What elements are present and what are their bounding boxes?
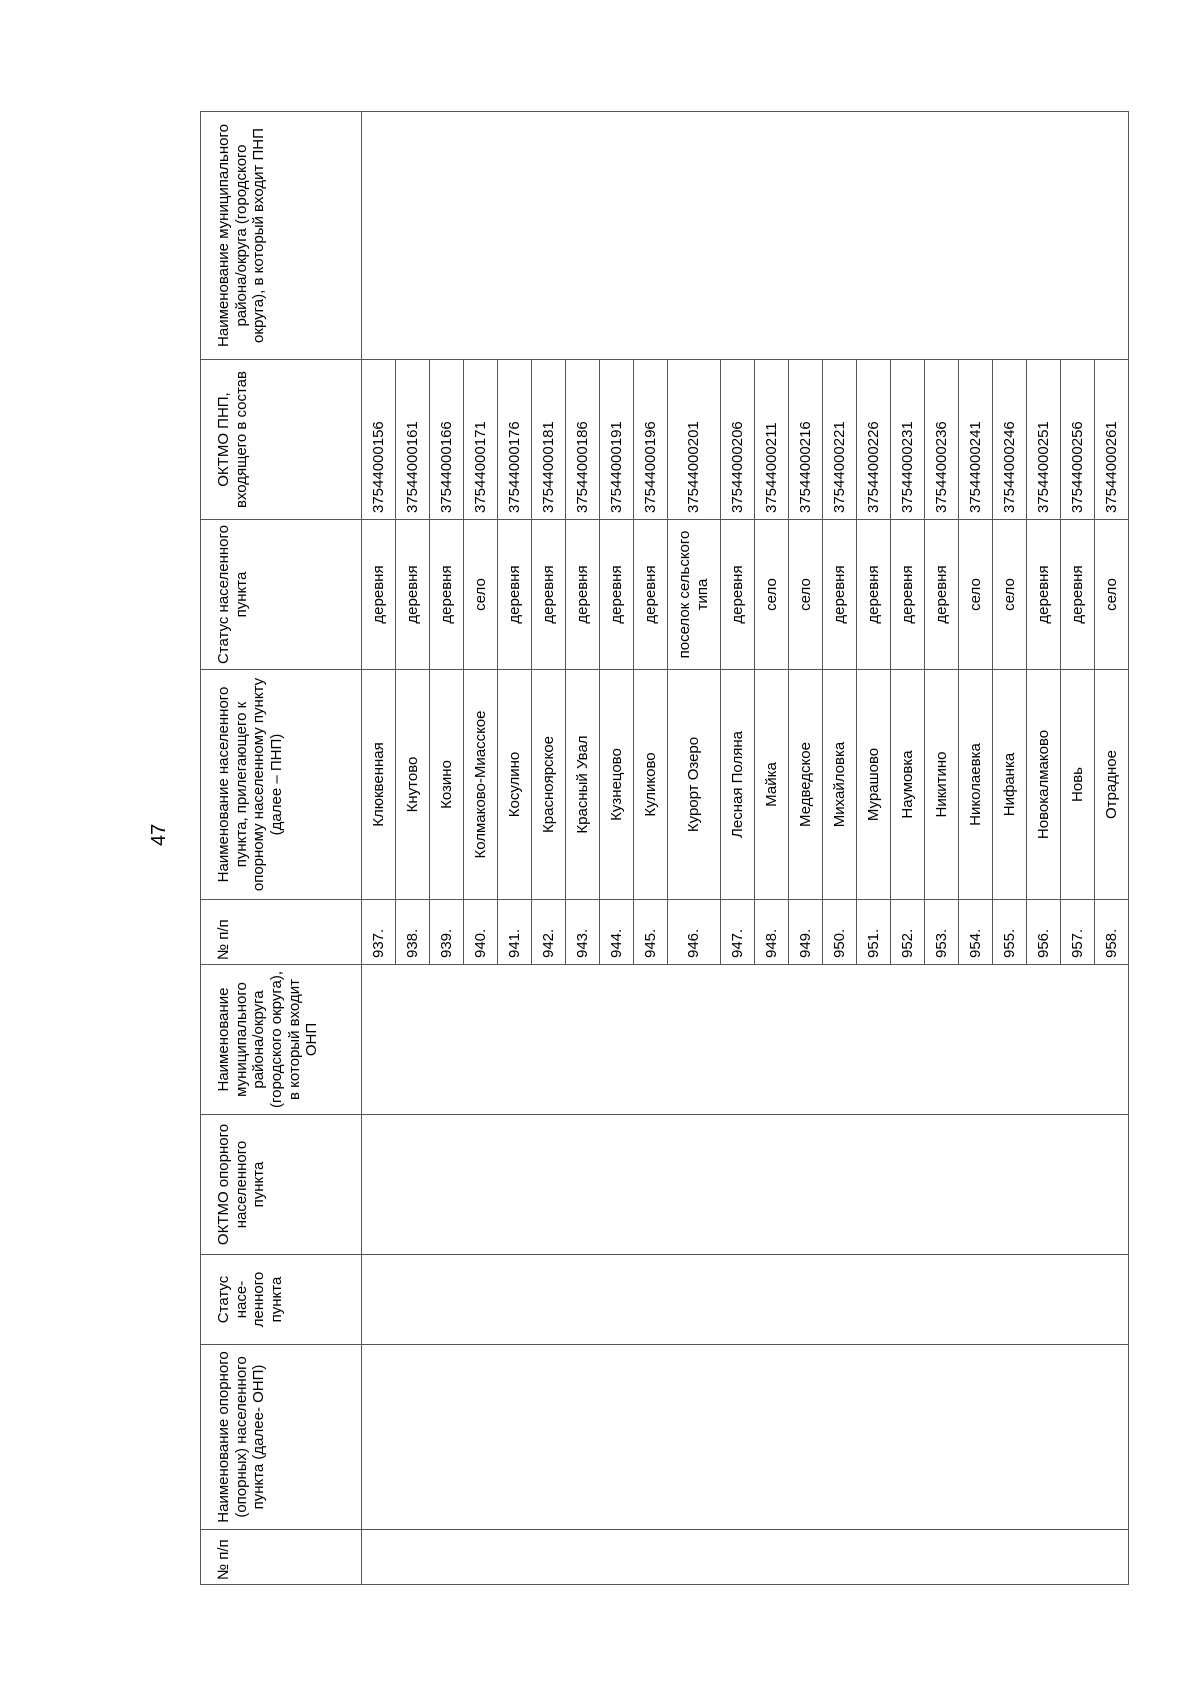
row-number: 952.: [891, 900, 925, 965]
row-oktmo: 37544000161: [396, 360, 430, 520]
row-status: деревня: [1061, 520, 1095, 670]
row-status: село: [993, 520, 1027, 670]
row-name: Майка: [755, 670, 789, 900]
onp-district-cell: [362, 965, 1129, 1115]
row-status: деревня: [532, 520, 566, 670]
row-number: 938.: [396, 900, 430, 965]
header-pnp-oktmo: ОКТМО ПНП, входящего в состав: [201, 360, 362, 520]
table-rotated-container: [200, 112, 1125, 1585]
header-onp-number: № п/п: [201, 1530, 362, 1585]
row-name: Наумовка: [891, 670, 925, 900]
row-status: деревня: [823, 520, 857, 670]
row-name: Никитино: [925, 670, 959, 900]
table-header-row: [201, 112, 362, 1585]
row-name: Отрадное: [1095, 670, 1129, 900]
row-status: деревня: [925, 520, 959, 670]
row-oktmo: 37544000201: [668, 360, 721, 520]
row-status: село: [1095, 520, 1129, 670]
row-status: деревня: [362, 520, 396, 670]
row-number: 958.: [1095, 900, 1129, 965]
row-number: 937.: [362, 900, 396, 965]
row-name: Лесная Поляна: [721, 670, 755, 900]
row-status: деревня: [857, 520, 891, 670]
row-oktmo: 37544000176: [498, 360, 532, 520]
row-name: Клюквенная: [362, 670, 396, 900]
row-name: Колмаково-Миасское: [464, 670, 498, 900]
row-name: Козино: [430, 670, 464, 900]
row-status: деревня: [430, 520, 464, 670]
row-status: село: [464, 520, 498, 670]
row-name: Красноярское: [532, 670, 566, 900]
row-oktmo: 37544000171: [464, 360, 498, 520]
row-oktmo: 37544000256: [1061, 360, 1095, 520]
row-oktmo: 37544000231: [891, 360, 925, 520]
row-name: Мурашово: [857, 670, 891, 900]
row-number: 943.: [566, 900, 600, 965]
row-number: 951.: [857, 900, 891, 965]
row-status: деревня: [396, 520, 430, 670]
table-row: [362, 112, 396, 1585]
row-oktmo: 37544000206: [721, 360, 755, 520]
row-number: 939.: [430, 900, 464, 965]
row-oktmo: 37544000181: [532, 360, 566, 520]
row-name: Кнутово: [396, 670, 430, 900]
header-onp-status: Статус насе- ленного пункта: [201, 1255, 362, 1345]
row-name: Медведское: [789, 670, 823, 900]
settlements-table: [200, 111, 1129, 1585]
row-oktmo: 37544000246: [993, 360, 1027, 520]
row-number: 941.: [498, 900, 532, 965]
row-oktmo: 37544000221: [823, 360, 857, 520]
row-oktmo: 37544000186: [566, 360, 600, 520]
row-name: Новокалмаково: [1027, 670, 1061, 900]
row-oktmo: 37544000236: [925, 360, 959, 520]
page-number: 47: [148, 823, 170, 846]
row-oktmo: 37544000166: [430, 360, 464, 520]
row-oktmo: 37544000196: [634, 360, 668, 520]
pnp-district-cell: [362, 112, 1129, 360]
row-oktmo: 37544000211: [755, 360, 789, 520]
row-number: 940.: [464, 900, 498, 965]
header-pnp-status: Статус населенного пункта: [201, 520, 362, 670]
header-onp-name: Наименование опорного (опорных) населенного пункта (далее- ОНП): [201, 1345, 362, 1530]
row-status: село: [755, 520, 789, 670]
row-name: Косулино: [498, 670, 532, 900]
row-status: деревня: [891, 520, 925, 670]
row-status: деревня: [721, 520, 755, 670]
row-status: деревня: [1027, 520, 1061, 670]
row-number: 947.: [721, 900, 755, 965]
row-number: 950.: [823, 900, 857, 965]
row-status: деревня: [634, 520, 668, 670]
row-number: 955.: [993, 900, 1027, 965]
row-number: 948.: [755, 900, 789, 965]
row-status: поселок сельского типа: [668, 520, 721, 670]
onp-status-cell: [362, 1255, 1129, 1345]
row-name: Красный Увал: [566, 670, 600, 900]
row-oktmo: 37544000226: [857, 360, 891, 520]
row-number: 946.: [668, 900, 721, 965]
onp-name-cell: [362, 1345, 1129, 1530]
row-oktmo: 37544000251: [1027, 360, 1061, 520]
row-number: 953.: [925, 900, 959, 965]
row-number: 957.: [1061, 900, 1095, 965]
row-number: 956.: [1027, 900, 1061, 965]
row-number: 949.: [789, 900, 823, 965]
row-status: деревня: [600, 520, 634, 670]
row-status: село: [959, 520, 993, 670]
onp-number-cell: [362, 1530, 1129, 1585]
row-number: 944.: [600, 900, 634, 965]
header-pnp-name: Наименование населенного пункта, прилегающего к опорному населенному пункту (далее – ПНП): [201, 670, 362, 900]
row-oktmo: 37544000156: [362, 360, 396, 520]
row-status: деревня: [498, 520, 532, 670]
row-oktmo: 37544000261: [1095, 360, 1129, 520]
row-oktmo: 37544000241: [959, 360, 993, 520]
row-name: Куликово: [634, 670, 668, 900]
onp-oktmo-cell: [362, 1115, 1129, 1255]
row-number: 954.: [959, 900, 993, 965]
table-body: [362, 112, 1129, 1585]
row-number: 942.: [532, 900, 566, 965]
row-name: Михайловка: [823, 670, 857, 900]
row-number: 945.: [634, 900, 668, 965]
header-pnp-district: Наименование муниципального района/округа (городского округа), в который входит ПНП: [201, 112, 362, 360]
row-name: Курорт Озеро: [668, 670, 721, 900]
header-onp-oktmo: ОКТМО опорного населенного пункта: [201, 1115, 362, 1255]
header-onp-district: Наименование муниципального района/округа (городского округа), в который входит ОНП: [201, 965, 362, 1115]
row-status: деревня: [566, 520, 600, 670]
row-name: Николаевка: [959, 670, 993, 900]
row-oktmo: 37544000216: [789, 360, 823, 520]
row-name: Нифанка: [993, 670, 1027, 900]
row-oktmo: 37544000191: [600, 360, 634, 520]
row-status: село: [789, 520, 823, 670]
row-name: Кузнецово: [600, 670, 634, 900]
row-name: Новь: [1061, 670, 1095, 900]
header-pnp-number: № п/п: [201, 900, 362, 965]
